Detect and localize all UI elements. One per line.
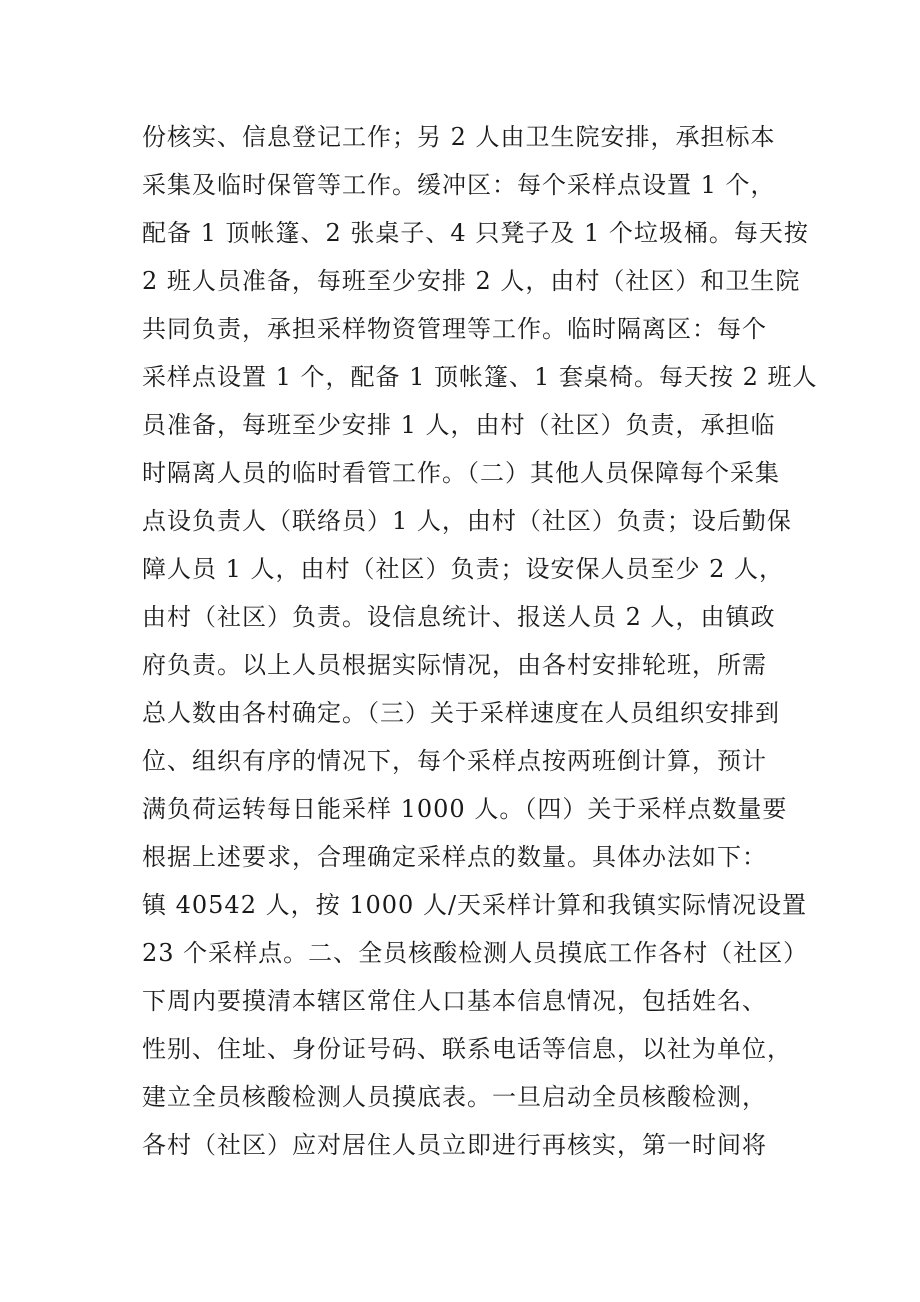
- text-line: 共同负责，承担采样物资管理等工作。临时隔离区：每个: [142, 315, 767, 343]
- text-line: 份核实、信息登记工作；另 2 人由卫生院安排，承担标本: [142, 123, 776, 151]
- text-line: 点设负责人（联络员）1 人，由村（社区）负责；设后勤保: [142, 507, 792, 535]
- text-line: 由村（社区）负责。设信息统计、报送人员 2 人，由镇政: [142, 603, 776, 631]
- body-text: [142, 113, 818, 1169]
- text-line: 2 班人员准备，每班至少安排 2 人，由村（社区）和卫生院: [142, 267, 801, 295]
- text-line: 满负荷运转每日能采样 1000 人。（四）关于采样点数量要: [142, 795, 788, 823]
- text-line: 建立全员核酸检测人员摸底表。一旦启动全员核酸检测，: [142, 1083, 767, 1111]
- text-line: 员准备，每班至少安排 1 人，由村（社区）负责，承担临: [142, 411, 776, 439]
- text-line: 23 个采样点。二、全员核酸检测人员摸底工作各村（社区）: [142, 939, 809, 967]
- text-line: 性别、住址、身份证号码、联系电话等信息，以社为单位，: [142, 1035, 792, 1063]
- text-line: 位、组织有序的情况下，每个采样点按两班倒计算，预计: [142, 747, 767, 775]
- text-line: 总人数由各村确定。（三）关于采样速度在人员组织安排到: [142, 699, 780, 727]
- text-line: 下周内要摸清本辖区常住人口基本信息情况，包括姓名、: [142, 987, 767, 1015]
- text-line: 府负责。以上人员根据实际情况，由各村安排轮班，所需: [142, 651, 767, 679]
- text-line: 采样点设置 1 个，配备 1 顶帐篷、1 套桌椅。每天按 2 班人: [142, 363, 818, 391]
- text-line: 障人员 1 人，由村（社区）负责；设安保人员至少 2 人，: [142, 555, 785, 583]
- text-line: 配备 1 顶帐篷、2 张桌子、4 只凳子及 1 个垃圾桶。每天按: [142, 219, 809, 247]
- text-line: 时隔离人员的临时看管工作。（二）其他人员保障每个采集: [142, 459, 780, 487]
- text-line: 镇 40542 人，按 1000 人/天采样计算和我镇实际情况设置: [142, 891, 808, 919]
- text-line: 根据上述要求，合理确定采样点的数量。具体办法如下：: [142, 843, 767, 871]
- text-line: 采集及临时保管等工作。缓冲区：每个采样点设置 1 个，: [142, 171, 776, 199]
- text-line: 各村（社区）应对居住人员立即进行再核实，第一时间将: [142, 1131, 767, 1159]
